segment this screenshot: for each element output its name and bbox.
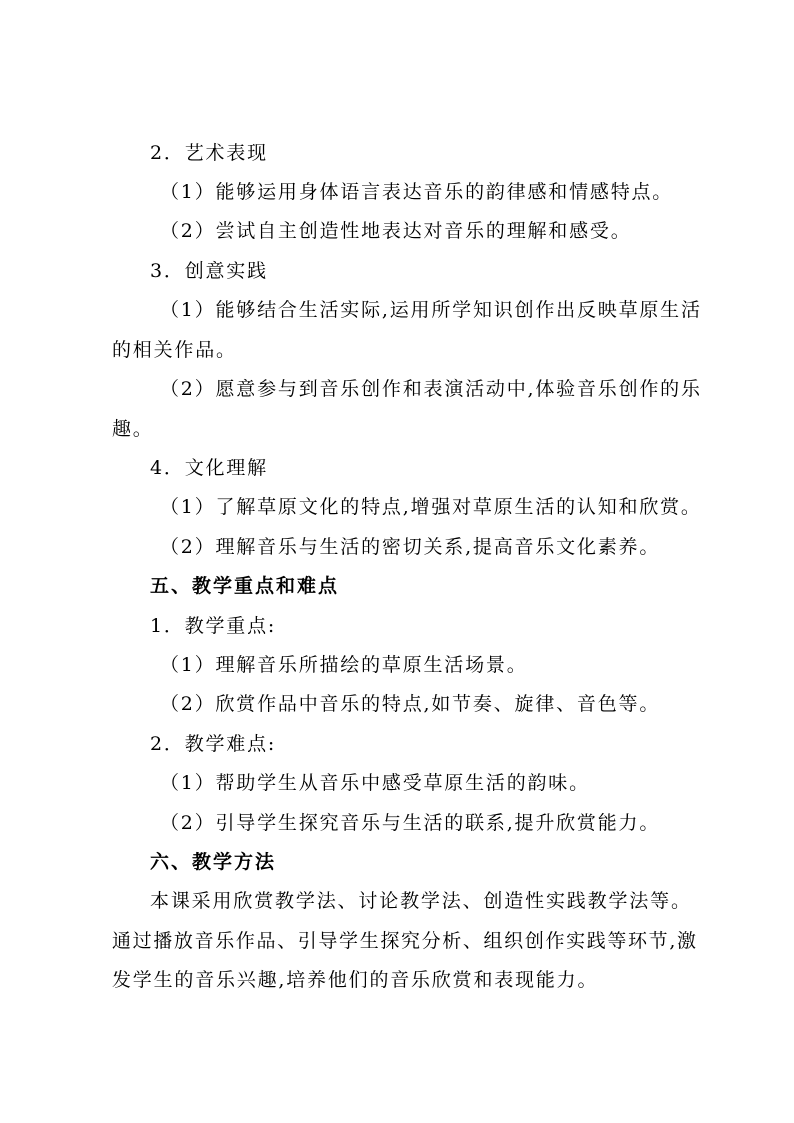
key-point-item-1: （1）理解音乐所描绘的草原生活场景。 [160,654,528,676]
creative-item-1-line-1: （1）能够结合生活实际,运用所学知识创作出反映草原生活 [160,299,700,321]
key-points-heading: 1．教学重点: [150,615,277,637]
creative-item-2-line-1: （2）愿意参与到音乐创作和表演活动中,体验音乐创作的乐 [160,378,700,400]
key-point-item-2: （2）欣赏作品中音乐的特点,如节奏、旋律、音色等。 [160,693,661,715]
section-six-title: 六、教学方法 [150,851,277,873]
culture-item-1: （1）了解草原文化的特点,增强对草原生活的认知和欣赏。 [160,496,702,518]
heading-creative-practice: 3．创意实践 [150,260,268,282]
creative-item-2-line-2: 趣。 [112,418,154,440]
heading-cultural-understanding: 4．文化理解 [150,457,268,479]
art-item-2: （2）尝试自主创造性地表达对音乐的理解和感受。 [160,220,632,242]
section-five-title: 五、教学重点和难点 [150,575,340,597]
methods-paragraph-line-1: 本课采用欣赏教学法、讨论教学法、创造性实践教学法等。 [150,890,690,912]
difficult-point-item-2: （2）引导学生探究音乐与生活的联系,提升欣赏能力。 [160,812,661,834]
methods-paragraph-line-2: 通过播放音乐作品、引导学生探究分析、组织创作实践等环节,激 [112,930,696,952]
methods-paragraph-line-3: 发学生的音乐兴趣,培养他们的音乐欣赏和表现能力。 [112,969,599,991]
creative-item-1-line-2: 的相关作品。 [112,339,237,361]
heading-art-expression: 2．艺术表现 [150,142,268,164]
difficult-points-heading: 2．教学难点: [150,733,277,755]
culture-item-2: （2）理解音乐与生活的密切关系,提高音乐文化素养。 [160,536,661,558]
difficult-point-item-1: （1）帮助学生从音乐中感受草原生活的韵味。 [160,772,590,794]
art-item-1: （1）能够运用身体语言表达音乐的韵律感和情感特点。 [160,181,674,203]
